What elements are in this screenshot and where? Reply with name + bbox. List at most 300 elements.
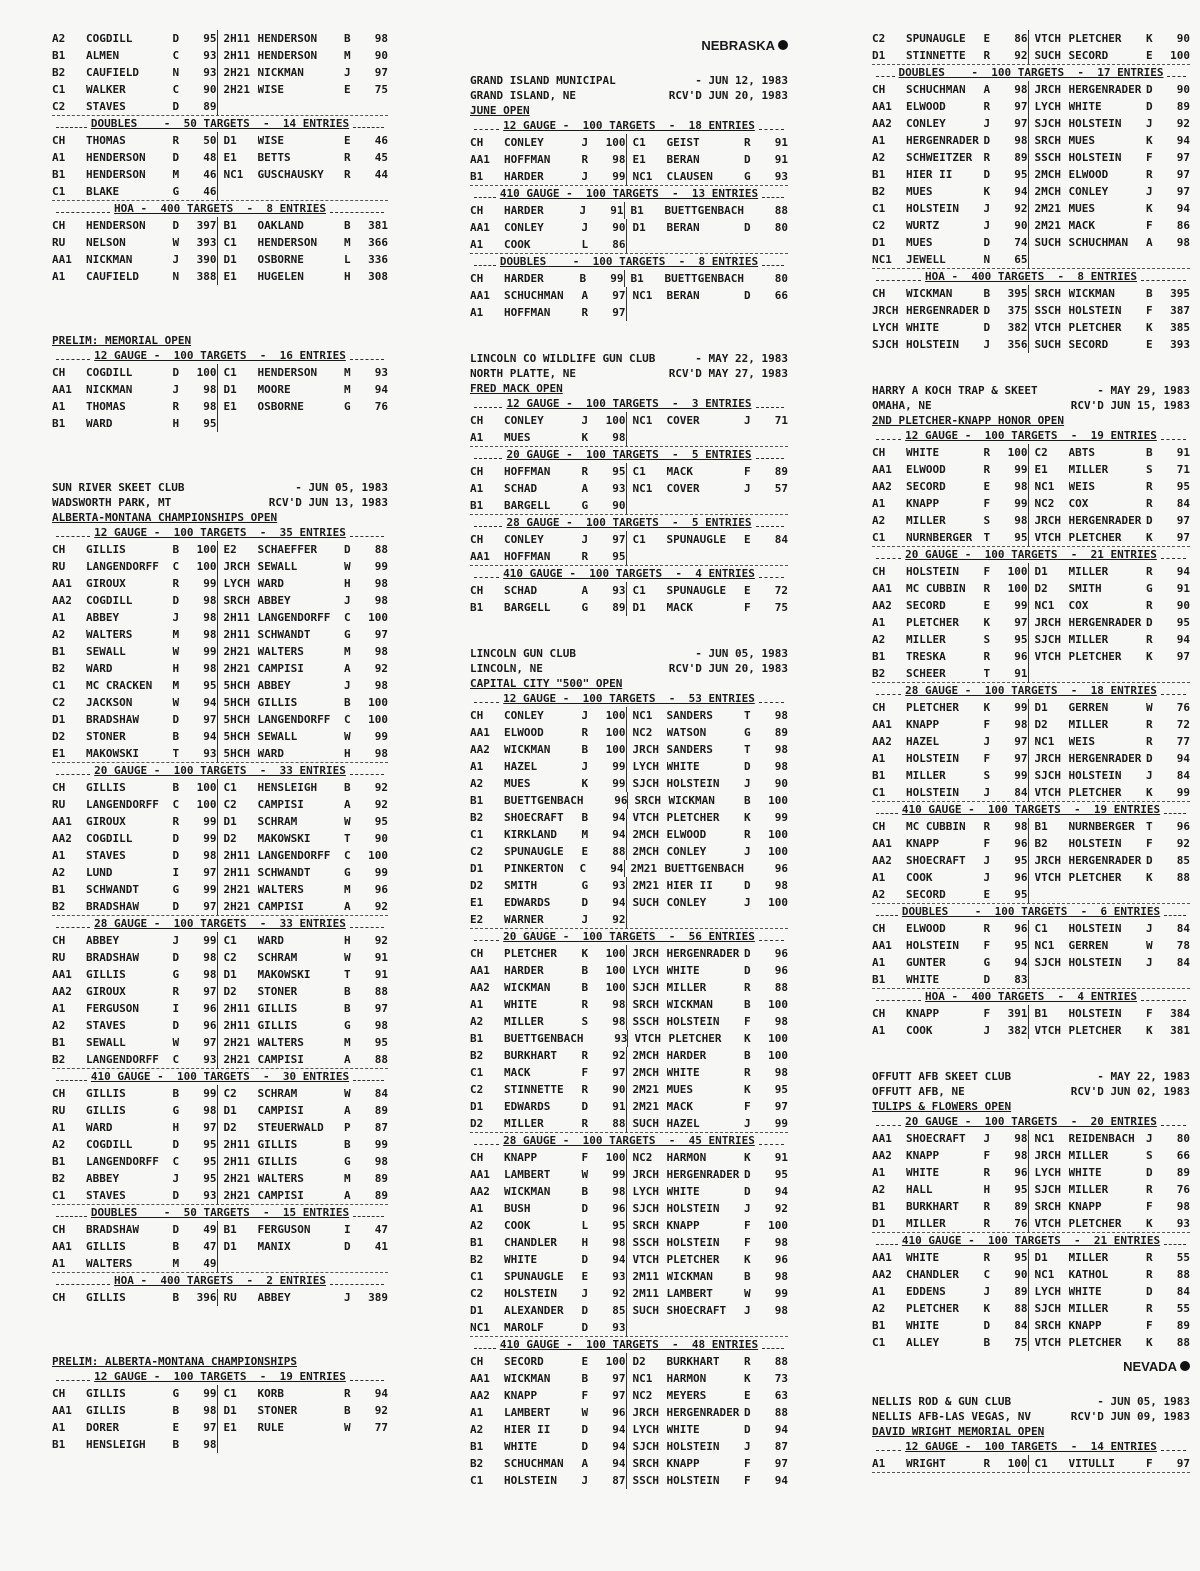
result-left: [52, 779, 217, 796]
grade: R: [1146, 633, 1153, 646]
shooter-name: BRADSHAW: [86, 713, 139, 726]
grade: W: [172, 696, 180, 709]
shooter-name: SPUNAUGLE: [504, 1270, 564, 1283]
shooter-name: KORB: [257, 1387, 284, 1400]
grade: M: [344, 883, 351, 896]
grade: J: [579, 204, 587, 217]
result-left: [872, 937, 1028, 954]
shooter-name: PLETCHER: [668, 1032, 722, 1045]
result-right: [626, 1166, 789, 1183]
class-code: LYCH: [1034, 1166, 1061, 1179]
class-code: CH: [470, 272, 484, 285]
score: 100: [368, 696, 388, 709]
result-right: [217, 932, 389, 949]
grade: [744, 548, 758, 565]
result-right: [626, 1404, 789, 1421]
score: 95: [774, 1168, 788, 1181]
result-right: [217, 558, 389, 575]
shooter-name: WICKMAN: [504, 1372, 551, 1385]
shooter-name: GIROUX: [86, 815, 126, 828]
class-code: A2: [872, 151, 886, 164]
shooter-name: MILLER: [1068, 1302, 1109, 1315]
score: 44: [374, 168, 388, 181]
result-table: [872, 818, 1190, 904]
shooter-name: SCHUCHMAN: [906, 83, 966, 96]
score: 93: [612, 879, 626, 892]
bullet-icon: [778, 40, 788, 50]
class-code: JRCH: [1034, 514, 1061, 527]
class-code: A1: [470, 1406, 484, 1419]
grade: J: [581, 1287, 589, 1300]
class-code: SSCH: [632, 1015, 659, 1028]
score: 95: [1014, 854, 1028, 867]
result-row: [872, 285, 1190, 302]
score: 85: [1176, 854, 1190, 867]
grade: W: [344, 730, 351, 743]
shooter-name: GILLIS: [257, 1138, 298, 1151]
shooter-name: SPUNAUGLE: [666, 584, 727, 597]
class-code: RU: [52, 560, 66, 573]
result-right: [1028, 750, 1191, 767]
grade: R: [581, 1083, 589, 1096]
grade: S: [1146, 1149, 1153, 1162]
score: 91: [1176, 582, 1190, 595]
class-code: E1: [470, 896, 484, 909]
class-code: JRCH: [632, 1406, 659, 1419]
shooter-name: GILLIS: [86, 1404, 126, 1417]
result-row: [52, 415, 388, 432]
result-right: [217, 898, 389, 915]
result-row: [470, 809, 788, 826]
score: 95: [1014, 633, 1028, 646]
result-left: [470, 1217, 626, 1234]
result-left: [872, 699, 1028, 716]
class-code: D1: [223, 134, 237, 147]
shooter-name: MC CUBBIN: [906, 820, 966, 833]
class-code: 2H21: [223, 662, 250, 675]
shooter-name: PLETCHER: [1068, 871, 1122, 884]
score: 75: [774, 601, 788, 614]
class-code: 2H11: [223, 32, 250, 45]
result-left: [470, 1115, 626, 1132]
class-code: NC1: [1034, 599, 1055, 612]
grade: N: [172, 66, 180, 79]
result-row: [872, 614, 1190, 631]
result-left: [872, 1334, 1028, 1351]
score: 97: [612, 306, 626, 319]
result-row: [872, 302, 1190, 319]
score: 91: [610, 204, 624, 217]
result-row: [52, 64, 388, 81]
shooter-name: [1069, 971, 1147, 988]
score: 94: [610, 862, 624, 875]
result-left: [52, 217, 217, 234]
class-code: C1: [223, 1387, 237, 1400]
class-code: B1: [52, 1155, 66, 1168]
score: 90: [374, 832, 388, 845]
shooter-name: HENDERSON: [86, 151, 146, 164]
result-row: [52, 1289, 388, 1306]
result-row: [52, 796, 388, 813]
score: 98: [374, 747, 388, 760]
shooter-name: CAUFIELD: [86, 270, 139, 283]
result-row: [470, 1455, 788, 1472]
grade: I: [344, 1223, 351, 1236]
score: [1160, 971, 1190, 988]
class-code: VTCH: [1034, 1336, 1061, 1349]
club-location: GRAND ISLAND, NE: [470, 89, 576, 102]
shooter-name: SCHUCHMAN: [504, 1457, 564, 1470]
result-left: [872, 1198, 1028, 1215]
result-row: [470, 1234, 788, 1251]
score: 97: [203, 985, 217, 998]
class-code: [1035, 971, 1069, 988]
shooter-name: SCHEER: [906, 667, 946, 680]
score: 86: [612, 238, 626, 251]
class-code: SUCH: [632, 1117, 659, 1130]
shooter-name: WARD: [86, 662, 113, 675]
grade: R: [1146, 480, 1153, 493]
grade: I: [172, 1002, 180, 1015]
class-code: 2MCH: [632, 828, 659, 841]
result-right: [626, 236, 789, 253]
grade: H: [344, 270, 351, 283]
grade: L: [344, 253, 351, 266]
score: 95: [374, 815, 388, 828]
club-date: - JUN 05, 1983: [295, 481, 388, 494]
result-right: [217, 626, 389, 643]
result-row: [470, 1200, 788, 1217]
grade: K: [1146, 786, 1153, 799]
score: 92: [374, 798, 388, 811]
result-right: [1028, 920, 1191, 937]
result-row: [872, 1147, 1190, 1164]
class-code: LYCH: [1034, 100, 1061, 113]
score: 98: [1014, 514, 1028, 527]
score: 395: [1170, 287, 1190, 300]
grade: R: [172, 400, 180, 413]
class-code: AA1: [470, 221, 490, 234]
club-location: OFFUTT AFB, NE: [872, 1085, 965, 1098]
score: 94: [203, 730, 217, 743]
grade: J: [344, 1291, 351, 1304]
shooter-name: STEUERWALD: [257, 1121, 324, 1134]
result-right: [626, 1455, 789, 1472]
shooter-name: NELSON: [86, 236, 126, 249]
score: 97: [1014, 117, 1028, 130]
class-code: VTCH: [632, 811, 659, 824]
shooter-name: CAMPISI: [257, 1189, 304, 1202]
score: 89: [1176, 1319, 1190, 1332]
grade: A: [344, 1053, 351, 1066]
shooter-name: CONLEY: [504, 709, 544, 722]
score: 98: [612, 1185, 626, 1198]
score: 97: [203, 713, 217, 726]
grade: D: [172, 1189, 180, 1202]
class-code: NC1: [632, 289, 653, 302]
score: 396: [196, 1291, 217, 1304]
shooter-name: ABTS: [1068, 446, 1095, 459]
result-right: [627, 792, 788, 809]
grade: D: [172, 219, 180, 232]
received-date: RCV'D JUN 02, 1983: [1070, 1085, 1190, 1098]
shooter-name: GIROUX: [86, 985, 126, 998]
score: 95: [374, 1036, 388, 1049]
class-code: C1: [1034, 922, 1048, 935]
class-code: VTCH: [1034, 1024, 1061, 1037]
score: 99: [203, 815, 217, 828]
grade: F: [744, 1219, 751, 1232]
shooter-name: CONLEY: [906, 117, 946, 130]
result-right: [217, 1255, 389, 1272]
result-left: [52, 830, 217, 847]
shooter-name: SPUNAUGLE: [504, 845, 564, 858]
score: 96: [1014, 837, 1028, 850]
score: 99: [374, 1138, 388, 1151]
shooter-name: EDWARDS: [504, 896, 551, 909]
shooter-name: MILLER: [1068, 565, 1109, 578]
grade: D: [744, 221, 751, 234]
result-right: [217, 1136, 389, 1153]
score: 99: [203, 832, 217, 845]
prelim-alberta: [52, 1354, 388, 1453]
score: 84: [774, 533, 788, 546]
result-left: [872, 98, 1028, 115]
class-code: D2: [1034, 582, 1048, 595]
class-code: B1: [52, 168, 66, 181]
result-row: [52, 234, 388, 251]
grade: B: [344, 696, 351, 709]
result-row: [872, 81, 1190, 98]
class-code: D2: [470, 1117, 484, 1130]
result-left: [52, 1187, 217, 1204]
score: 97: [1014, 100, 1028, 113]
class-code: SRCH: [632, 998, 659, 1011]
shooter-name: LANGENDORFF: [86, 798, 159, 811]
result-left: [52, 268, 217, 285]
grade: R: [581, 550, 589, 563]
grade: C: [344, 713, 351, 726]
result-right: [217, 268, 389, 285]
grade: W: [344, 815, 351, 828]
class-code: D1: [470, 862, 484, 875]
score: 98: [203, 628, 217, 641]
score: 96: [612, 1406, 626, 1419]
result-left: [470, 945, 626, 962]
shooter-name: WHITE: [906, 1251, 940, 1264]
shooter-name: LAMBERT: [504, 1168, 551, 1181]
class-code: 2H21: [223, 1053, 250, 1066]
result-right: [217, 1289, 389, 1306]
result-right: [217, 98, 389, 115]
class-code: B2: [52, 1053, 66, 1066]
result-table: [872, 699, 1190, 802]
shooter-name: COGDILL: [86, 594, 133, 607]
result-left: [470, 1421, 626, 1438]
grade: F: [983, 497, 991, 510]
score: 85: [612, 1304, 626, 1317]
score: 98: [203, 611, 217, 624]
result-row: [52, 932, 388, 949]
shooter-name: BRADSHAW: [86, 900, 139, 913]
score: 98: [774, 879, 788, 892]
class-code: 2M21: [632, 1100, 659, 1113]
class-code: CH: [52, 1223, 66, 1236]
score: 100: [605, 743, 626, 756]
result-row: [470, 1030, 788, 1047]
score: 92: [374, 934, 388, 947]
shooter-name: GILLIS: [257, 696, 298, 709]
shooter-name: PLETCHER: [1068, 786, 1122, 799]
class-code: B2: [470, 1049, 484, 1062]
grade: E: [744, 584, 751, 597]
score: 95: [1014, 168, 1028, 181]
result-row: [470, 894, 788, 911]
class-code: C1: [223, 934, 237, 947]
score: 86: [1014, 32, 1028, 45]
class-code: E1: [223, 400, 237, 413]
score: 97: [1014, 616, 1028, 629]
grade: R: [1146, 1251, 1153, 1264]
shooter-name: WALTERS: [257, 645, 304, 658]
grade: W: [344, 951, 351, 964]
result-left: [52, 932, 217, 949]
result-left: [872, 529, 1028, 546]
result-left: [872, 1164, 1028, 1181]
result-table: [872, 1005, 1190, 1039]
shooter-name: HOLSTEIN: [1068, 956, 1122, 969]
shooter-name: KIRKLAND: [504, 828, 557, 841]
result-row: [872, 818, 1190, 835]
shooter-name: FERGUSON: [257, 1223, 311, 1236]
class-code: E2: [470, 913, 484, 926]
grade: R: [172, 985, 180, 998]
grade: J: [744, 896, 751, 909]
result-right: [626, 1285, 789, 1302]
score: 99: [774, 1287, 788, 1300]
score: 89: [374, 1189, 388, 1202]
result-row: [470, 1285, 788, 1302]
score: 90: [1176, 32, 1190, 45]
grade: R: [1146, 1268, 1153, 1281]
result-left: [52, 1385, 217, 1402]
shooter-name: GILLIS: [257, 1155, 298, 1168]
result-row: [470, 775, 788, 792]
grade: J: [744, 414, 751, 427]
score: 397: [196, 219, 217, 232]
class-code: 5HCH: [223, 696, 250, 709]
grade: J: [581, 533, 589, 546]
score: 384: [1170, 1007, 1190, 1020]
shooter-name: ABBEY: [86, 611, 120, 624]
event-title: PRELIM: MEMORIAL OPEN: [52, 334, 192, 347]
grade: [744, 1319, 758, 1336]
score: 92: [1014, 202, 1028, 215]
score: 97: [612, 1066, 626, 1079]
result-row: [52, 1136, 388, 1153]
shooter-name: KATHOL: [1068, 1268, 1109, 1281]
result-row: [470, 463, 788, 480]
grade: A: [581, 584, 589, 597]
grade: D: [1146, 514, 1153, 527]
result-row: [872, 1283, 1190, 1300]
result-left: [52, 1000, 217, 1017]
class-code: CH: [872, 287, 886, 300]
shooter-name: PINKERTON: [504, 862, 564, 875]
result-right: [626, 1013, 789, 1030]
grade: K: [744, 1032, 751, 1045]
result-left: [470, 236, 626, 253]
grade: K: [1146, 202, 1153, 215]
result-right: [626, 168, 789, 185]
score: 100: [768, 896, 788, 909]
shooter-name: NURNBERGER: [1068, 820, 1135, 833]
class-code: JRCH: [632, 947, 659, 960]
shooter-name: ELWOOD: [1068, 168, 1109, 181]
score: 100: [768, 794, 788, 807]
score: 99: [612, 760, 626, 773]
class-code: SUCH: [1034, 236, 1061, 249]
grade: D: [1146, 83, 1153, 96]
class-code: D1: [223, 1404, 237, 1417]
shooter-name: BURKHART: [666, 1355, 720, 1368]
shooter-name: CAMPISI: [257, 1104, 304, 1117]
grade: B: [172, 1087, 180, 1100]
class-code: B1: [470, 601, 484, 614]
section-header: 28 GAUGE - 100 TARGETS - 33 ENTRIES: [52, 916, 388, 932]
result-left: [470, 1047, 626, 1064]
section-header: 20 GAUGE - 100 TARGETS - 33 ENTRIES: [52, 763, 388, 779]
class-code: AA1: [470, 289, 490, 302]
score: 80: [774, 221, 788, 234]
shooter-name: WHITE: [666, 964, 700, 977]
class-code: B1: [470, 1032, 484, 1045]
result-row: [872, 512, 1190, 529]
result-row: [52, 592, 388, 609]
result-right: [626, 1200, 789, 1217]
grade: G: [744, 170, 751, 183]
shooter-name: SCHAD: [504, 482, 538, 495]
result-left: [52, 64, 217, 81]
class-code: NC1: [1034, 480, 1055, 493]
shooter-name: MILLER: [1068, 1183, 1109, 1196]
score: 98: [612, 998, 626, 1011]
class-code: B1: [52, 1036, 66, 1049]
result-left: [52, 864, 217, 881]
club-location: OMAHA, NE: [872, 399, 932, 412]
class-code: A1: [872, 1285, 886, 1298]
score: 93: [774, 170, 788, 183]
grade: W: [172, 1036, 180, 1049]
score: 99: [1176, 786, 1190, 799]
grade: J: [983, 338, 991, 351]
grade: J: [581, 913, 589, 926]
result-right: [626, 1472, 789, 1489]
result-row: [52, 268, 388, 285]
score: 47: [203, 1240, 217, 1253]
grade: F: [1146, 151, 1153, 164]
shooter-name: LANGENDORFF: [257, 713, 331, 726]
result-table: [470, 582, 788, 616]
score: 95: [203, 32, 217, 45]
class-code: A1: [52, 270, 66, 283]
result-left: [470, 911, 626, 928]
shooter-name: WHITE: [906, 321, 940, 334]
result-row: [470, 1166, 788, 1183]
score: 89: [374, 1172, 388, 1185]
class-code: AA2: [872, 735, 892, 748]
score: 95: [203, 1155, 217, 1168]
